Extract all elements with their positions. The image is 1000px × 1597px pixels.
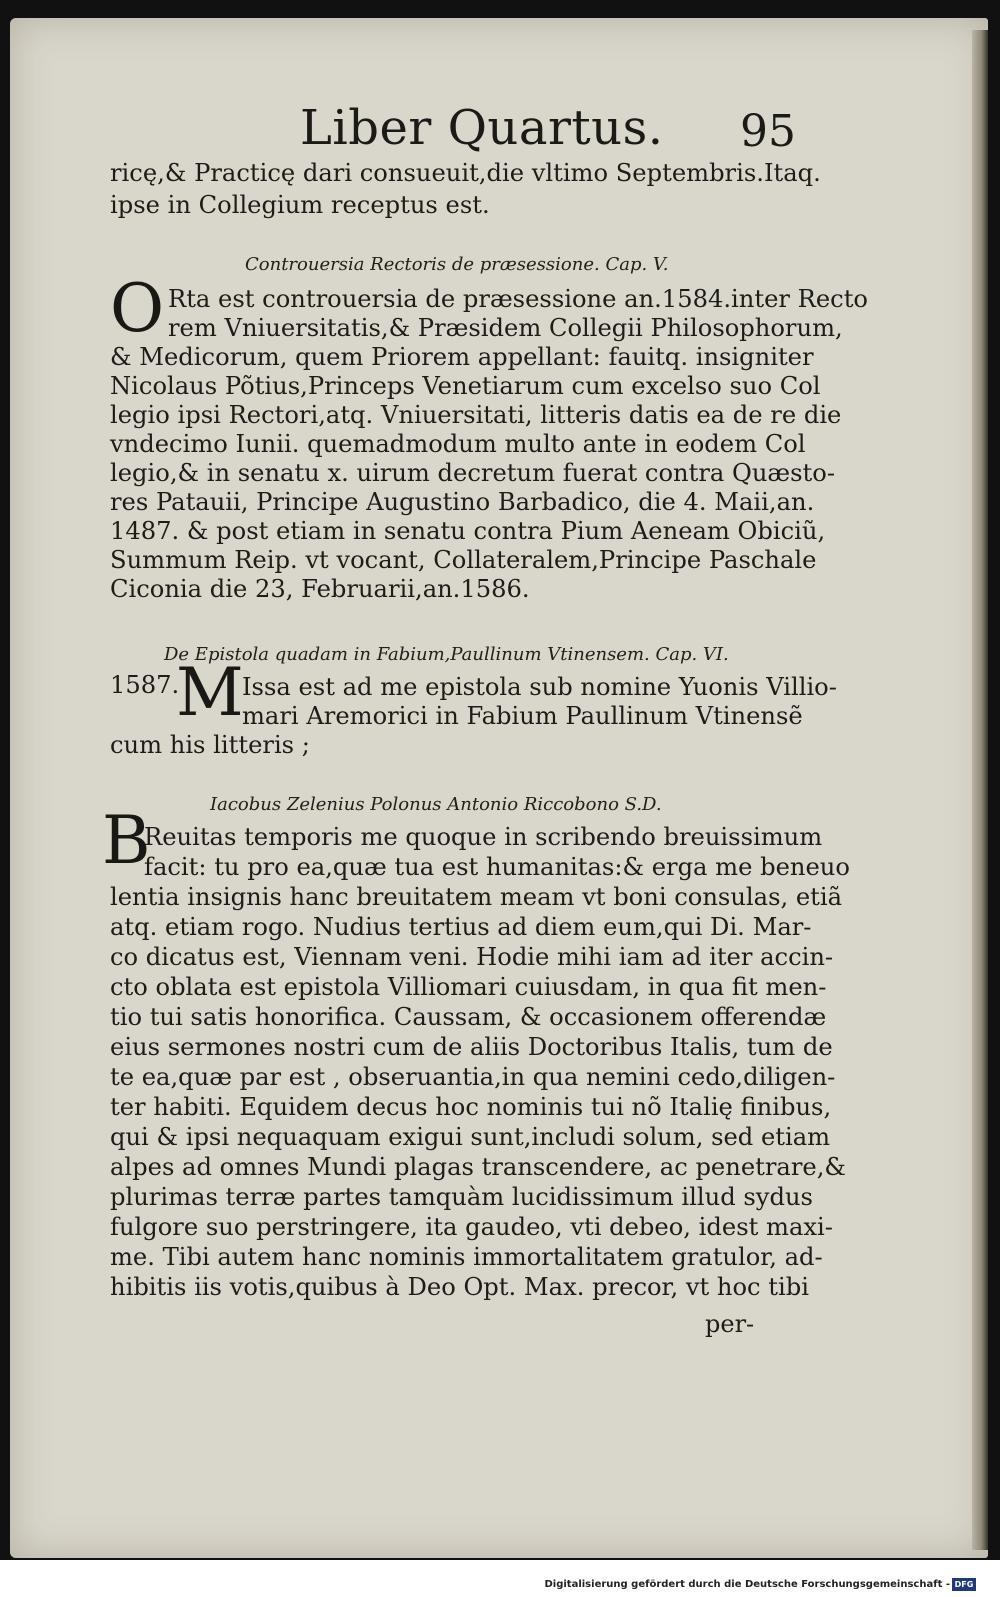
text-line: te ea,quæ par est , obseruantia,in qua nemini cedo,diligen- (110, 1063, 836, 1091)
text-line: qui & ipsi nequaquam exigui sunt,includi solum, sed etiam (110, 1123, 831, 1151)
catchword: per- (705, 1310, 755, 1338)
text-line: plurimas terræ partes tamquàm lucidissimum illud sydus (110, 1183, 813, 1211)
text-line: eius sermones nostri cum de aliis Doctoribus Italis, tum de (110, 1033, 833, 1061)
running-title: Liber Quartus. (300, 100, 664, 156)
margin-year: 1587. (110, 671, 180, 699)
text-line: Summum Reip. vt vocant, Collateralem,Principe Paschale (110, 546, 817, 574)
text-line: Issa est ad me epistola sub nomine Yuonis Villio- (242, 673, 837, 701)
text-line: rem Vniuersitatis,& Præsidem Collegii Philosophorum, (168, 314, 843, 342)
letter-heading: Iacobus Zelenius Polonus Antonio Riccobono S.D. (210, 794, 662, 815)
section-heading-cap-v: Controuersia Rectoris de præsessione. Cap. V. (245, 254, 669, 275)
page-number: 95 (740, 106, 796, 157)
text-line: facit: tu pro ea,quæ tua est humanitas:& erga me beneuo (144, 853, 850, 881)
text-line: Nicolaus Põtius,Princeps Venetiarum cum excelso suo Col (110, 372, 821, 400)
text-line: ter habiti. Equidem decus hoc nominis tui nõ Italię finibus, (110, 1093, 832, 1121)
drop-cap: M (176, 654, 244, 731)
footer-bar (0, 1577, 1000, 1597)
text-line: co dicatus est, Viennam veni. Hodie mihi iam ad iter accin- (110, 943, 834, 971)
text-line: cto oblata est epistola Villiomari cuiusdam, in qua fit men- (110, 973, 827, 1001)
text-line: Ciconia die 23, Februarii,an.1586. (110, 575, 530, 603)
dfg-logo: DFG (952, 1578, 976, 1591)
text-line: Reuitas temporis me quoque in scribendo breuissimum (144, 823, 823, 851)
text-line: mari Aremorici in Fabium Paullinum Vtinensẽ (242, 702, 803, 730)
text-line: cum his litteris ; (110, 731, 310, 759)
intro-line: ipse in Collegium receptus est. (110, 191, 490, 219)
text-line: vndecimo Iunii. quemadmodum multo ante in eodem Col (110, 430, 806, 458)
intro-line: ricę,& Practicę dari consueuit,die vltimo Septembris.Itaq. (110, 159, 821, 187)
section-heading-cap-vi: De Epistola quadam in Fabium,Paullinum Vtinensem. Cap. VI. (164, 644, 729, 665)
text-line: lentia insignis hanc breuitatem meam vt boni consulas, etiã (110, 883, 843, 911)
text-line: alpes ad omnes Mundi plagas transcendere, ac penetrare,& (110, 1153, 846, 1181)
text-line: 1487. & post etiam in senatu contra Pium Aeneam Obiciũ, (110, 517, 826, 545)
text-line: legio,& in senatu x. uirum decretum fuerat contra Quæsto- (110, 459, 836, 487)
text-line: & Medicorum, quem Priorem appellant: fauitq. insigniter (110, 343, 814, 371)
drop-cap: O (110, 270, 165, 347)
text-line: Rta est controuersia de præsessione an.1584.inter Recto (168, 285, 868, 313)
text-line: me. Tibi autem hanc nominis immortalitatem gratulor, ad- (110, 1243, 823, 1271)
text-line: tio tui satis honorifica. Caussam, & occasionem offerendæ (110, 1003, 827, 1031)
text-line: atq. etiam rogo. Nudius tertius ad diem eum,qui Di. Mar- (110, 913, 812, 941)
book-page (10, 18, 988, 1558)
funding-notice: Digitalisierung gefördert durch die Deutsche Forschungsgemeinschaft - (544, 1579, 950, 1590)
text-line: legio ipsi Rectori,atq. Vniuersitati, litteris datis ea de re die (110, 401, 842, 429)
text-line: hibitis iis votis,quibus à Deo Opt. Max. precor, vt hoc tibi (110, 1273, 809, 1301)
text-line: res Patauii, Principe Augustino Barbadico, die 4. Maii,an. (110, 488, 815, 516)
text-line: fulgore suo perstringere, ita gaudeo, vti debeo, idest maxi- (110, 1213, 833, 1241)
page-edge (972, 30, 988, 1550)
drop-cap: B (102, 802, 151, 879)
